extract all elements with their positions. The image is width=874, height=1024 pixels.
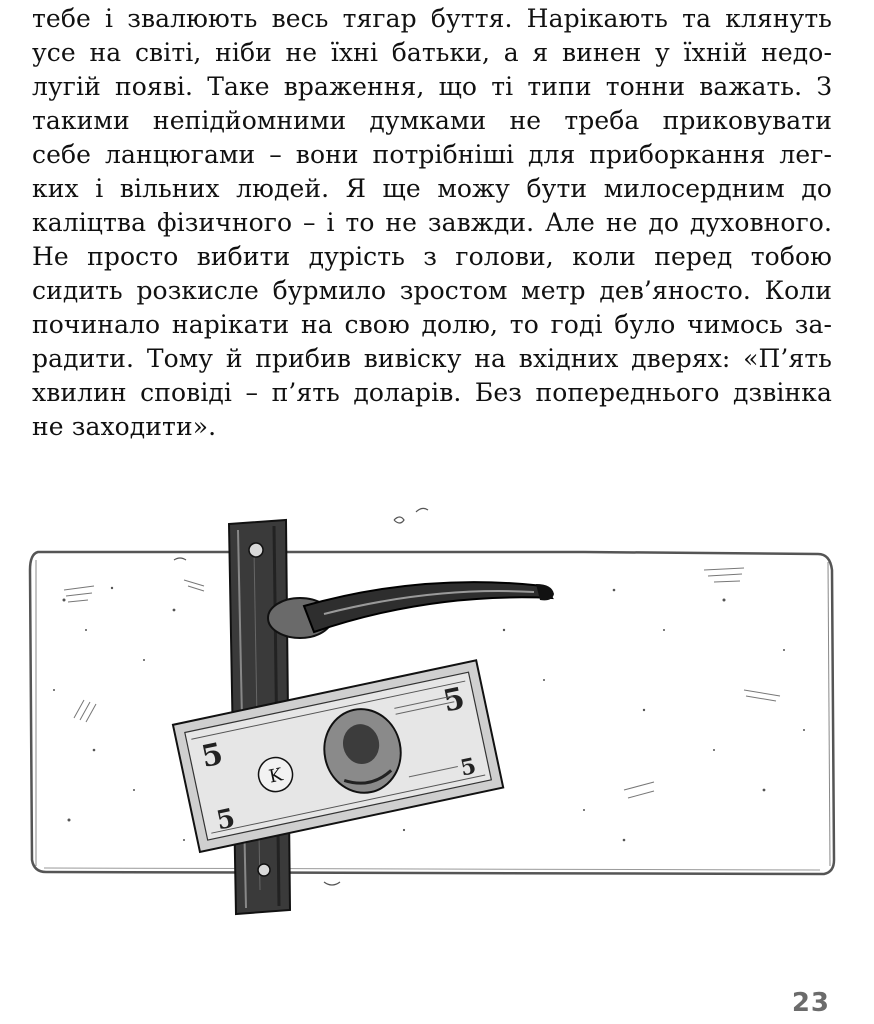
body-text bbox=[32, 2, 832, 444]
text-line: лугій появі. Таке враження, що ті типи тонни важать. З bbox=[32, 72, 832, 101]
page-number: 23 bbox=[791, 988, 830, 1018]
text-line: тебе і звалюють весь тягар буття. Нарікають та клянуть bbox=[32, 4, 832, 33]
text-line: хвилин сповіді – п’ять доларів. Без попереднього дзвінка bbox=[32, 378, 832, 407]
banknote-numeral-right-top: 5 bbox=[440, 681, 468, 720]
banknote-numeral-left-top: 5 bbox=[198, 736, 227, 776]
text-line: радити. Тому й прибив вивіску на вхідних дверях: «П’ять bbox=[32, 344, 832, 373]
text-line: сидить розкисле бурмило зростом метр дев’яносто. Коли bbox=[32, 276, 832, 305]
text-line: такими непідйомними думками не треба приковувати bbox=[32, 106, 832, 135]
text-line: усе на світі, ніби не їхні батьки, а я винен у їхній недо- bbox=[32, 38, 832, 67]
banknote-numeral-left-bottom: 5 bbox=[213, 803, 238, 837]
text-line: починало нарікати на свою долю, то годі було чимось за- bbox=[32, 310, 832, 339]
seal-letter: K bbox=[267, 764, 285, 788]
text-line: себе ланцюгами – вони потрібніші для приборкання лег- bbox=[32, 140, 832, 169]
text-line: Не просто вибити дурість з голови, коли перед тобою bbox=[32, 242, 832, 271]
door-handle-illustration bbox=[24, 490, 836, 920]
text-line: не заходити». bbox=[32, 412, 217, 441]
text-line: каліцтва фізичного – і то не завжди. Але не до духовного. bbox=[32, 208, 832, 237]
text-line: ких і вільних людей. Я ще можу бути милосердним до bbox=[32, 174, 832, 203]
banknote-numeral-right-bottom: 5 bbox=[458, 753, 479, 782]
